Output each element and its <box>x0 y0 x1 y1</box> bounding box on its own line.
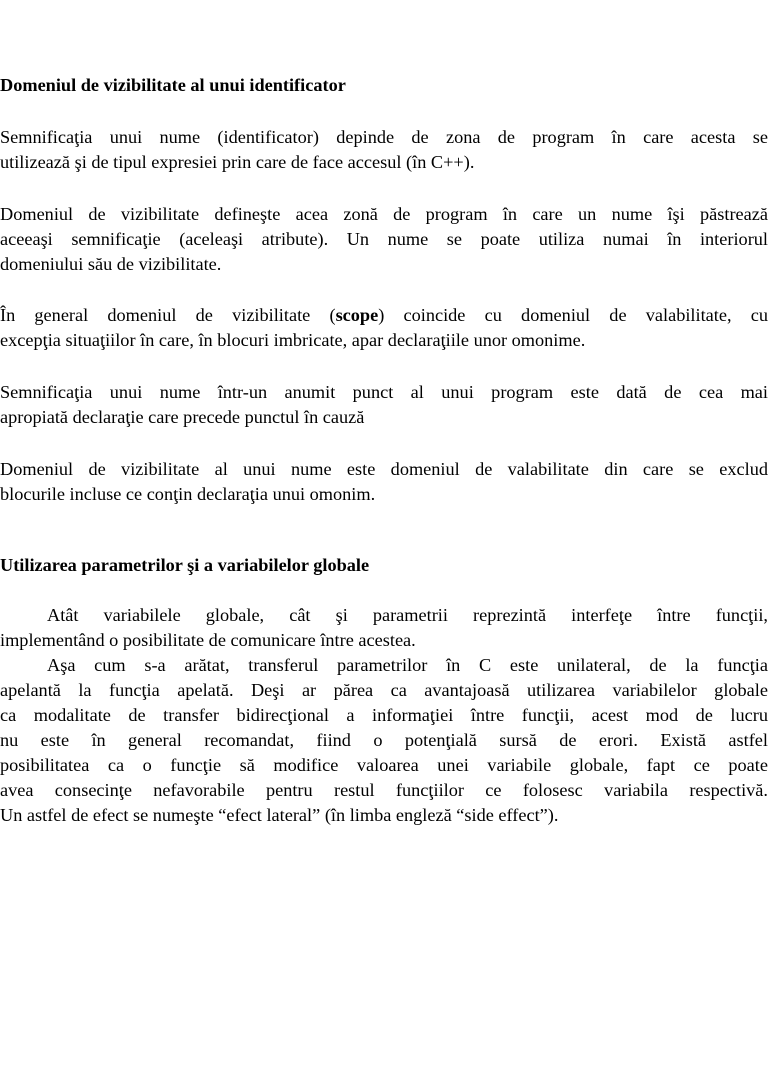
paragraph-scope-meaning <box>0 125 768 175</box>
text-line: apelantă la funcţia apelată. Deşi ar părea ca avantajoasă utilizarea variabilelor globale <box>0 680 768 700</box>
paragraph-name-meaning <box>0 380 768 430</box>
paragraph-side-effect <box>0 653 768 828</box>
text-line: implementând o posibilitate de comunicare între acestea. <box>0 630 416 650</box>
text-line: Domeniul de vizibilitate defineşte acea zonă de program în care un nume îşi păstrează <box>0 204 768 224</box>
text-fragment: ) coincide cu domeniul de valabilitate, cu <box>378 305 768 325</box>
text-line: Un astfel de efect se numeşte “efect lateral” (în limba engleză “side effect”). <box>0 805 559 825</box>
text-line: utilizează şi de tipul expresiei prin care de face accesul (în C++). <box>0 152 475 172</box>
text-line: aceeaşi semnificaţie (aceleaşi atribute). Un nume se poate utiliza numai în interiorul <box>0 229 768 249</box>
text-line: blocurile incluse ce conţin declaraţia unui omonim. <box>0 484 376 504</box>
text-line: Atât variabilele globale, cât şi parametrii reprezintă interfeţe între funcţii, <box>47 605 768 625</box>
text-line: excepţia situaţiilor în care, în blocuri imbricate, apar declaraţiile unor omonime. <box>0 330 586 350</box>
paragraph-interfaces <box>0 603 768 653</box>
text-line: domeniului său de vizibilitate. <box>0 254 222 274</box>
text-line: Semnificaţia unui nume într-un anumit punct al unui program este dată de cea mai <box>0 382 768 402</box>
text-line <box>0 303 768 328</box>
text-line: posibilitatea ca o funcţie să modifice valoarea unei variabile globale, fapt ce poate <box>0 755 768 775</box>
text-line: nu este în general recomandat, fiind o potenţială sursă de erori. Există astfel <box>0 730 768 750</box>
text-fragment: În general domeniul de vizibilitate ( <box>0 305 336 325</box>
keyword-scope: scope <box>335 305 379 325</box>
paragraph-scope-exclusion <box>0 457 768 507</box>
text-line: Semnificaţia unui nume (identificator) depinde de zona de program în care acesta se <box>0 127 768 147</box>
section-heading-globals: Utilizarea parametrilor şi a variabilelor globale <box>0 555 370 575</box>
text-line: avea consecinţe nefavorabile pentru restul funcţiilor ce folosesc variabila respectivă. <box>0 780 768 800</box>
text-line: ca modalitate de transfer bidirecţional a informaţiei între funcţii, acest mod de lucru <box>0 705 768 725</box>
paragraph-scope-definition <box>0 202 768 277</box>
section-heading-scope: Domeniul de vizibilitate al unui identificator <box>0 75 346 95</box>
paragraph-scope-validity <box>0 303 768 353</box>
text-line: apropiată declaraţie care precede punctul în cauză <box>0 407 365 427</box>
text-line: Domeniul de vizibilitate al unui nume este domeniul de valabilitate din care se exclud <box>0 459 768 479</box>
text-line: Aşa cum s-a arătat, transferul parametrilor în C este unilateral, de la funcţia <box>47 655 768 675</box>
